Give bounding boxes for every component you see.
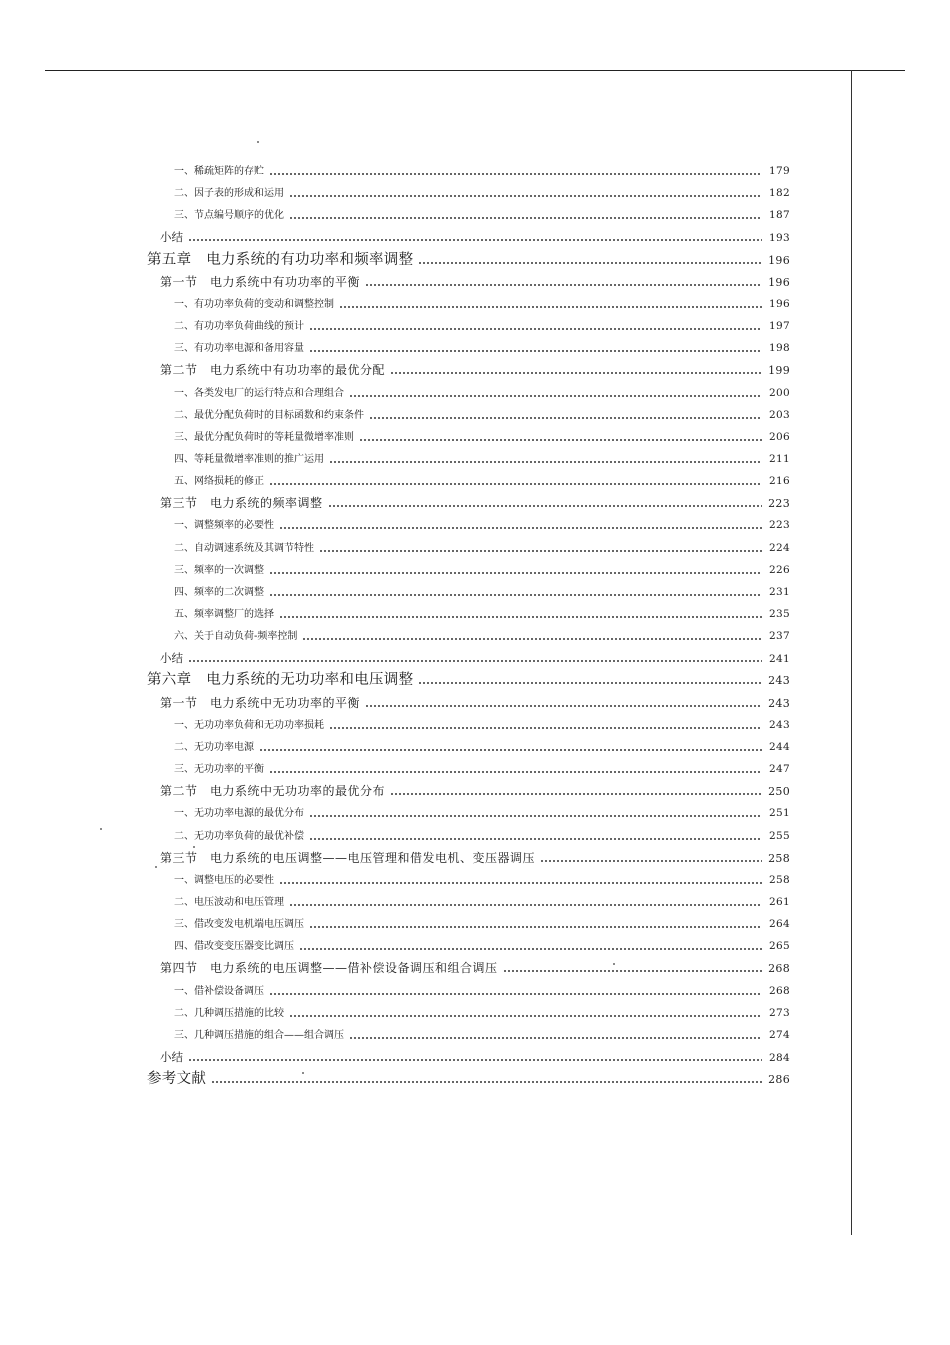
dot-leader — [365, 284, 762, 286]
toc-entry-title: 一、无功功率电源的最优分布 — [174, 808, 304, 819]
toc-section-entry — [160, 957, 790, 979]
dot-leader — [349, 1037, 762, 1039]
toc-page-number: 216 — [769, 475, 790, 487]
toc-entry-title: 第一节 电力系统中有功功率的平衡 — [160, 275, 361, 289]
toc-page-number: 268 — [769, 985, 790, 997]
toc-entry-title: 三、几种调压措施的组合——组合调压 — [174, 1030, 344, 1041]
toc-page-number: 199 — [768, 364, 790, 377]
toc-entry-title: 四、借改变变压器变比调压 — [174, 941, 294, 952]
toc-item-entry — [174, 382, 790, 404]
dot-leader — [418, 682, 762, 684]
toc-entry-title: 小结 — [160, 230, 183, 244]
toc-item-entry — [174, 935, 790, 957]
toc-page-number: 247 — [769, 763, 790, 775]
toc-item-entry — [174, 736, 790, 758]
toc-entry-title: 一、借补偿设备调压 — [174, 986, 264, 997]
toc-page-number: 265 — [769, 940, 790, 952]
toc-chapter-entry — [147, 249, 790, 271]
toc-item-entry — [174, 802, 790, 824]
dot-leader — [188, 660, 762, 662]
toc-item-entry — [174, 980, 790, 1002]
toc-item-entry — [174, 293, 790, 315]
dot-leader — [289, 904, 762, 906]
toc-entry-title: 三、借改变发电机端电压调压 — [174, 919, 304, 930]
dot-leader — [269, 173, 762, 175]
toc-entry-title: 三、有功功率电源和备用容量 — [174, 343, 304, 354]
toc-entry-title: 第二节 电力系统中有功功率的最优分配 — [160, 363, 386, 377]
dot-leader — [309, 350, 762, 352]
toc-page-number: 243 — [768, 674, 790, 687]
toc-page-number: 284 — [769, 1052, 790, 1064]
toc-item-entry — [174, 559, 790, 581]
toc-item-entry — [174, 537, 790, 559]
toc-item-entry — [174, 160, 790, 182]
toc-page-number: 231 — [769, 586, 790, 598]
toc-page-number: 244 — [769, 741, 790, 753]
toc-entry-title: 一、稀疏矩阵的存贮 — [174, 166, 264, 177]
toc-page-number: 197 — [769, 320, 790, 332]
toc-entry-title: 二、电压波动和电压管理 — [174, 897, 284, 908]
toc-item-entry — [174, 625, 790, 647]
dot-leader — [309, 838, 762, 840]
toc-entry-title: 五、网络损耗的修正 — [174, 476, 264, 487]
dot-leader — [309, 328, 762, 330]
toc-entry-title: 第二节 电力系统中无功功率的最优分布 — [160, 784, 386, 798]
toc-entry-title: 二、自动调速系统及其调节特性 — [174, 543, 314, 554]
toc-page-number: 224 — [769, 542, 790, 554]
toc-summary-entry — [160, 226, 790, 248]
toc-section-entry — [160, 492, 790, 514]
toc-item-entry — [174, 448, 790, 470]
toc-section-entry — [160, 780, 790, 802]
toc-page-number: 258 — [768, 852, 790, 865]
toc-entry-title: 三、频率的一次调整 — [174, 565, 264, 576]
toc-entry-title: 三、最优分配负荷时的等耗量微增率准则 — [174, 432, 354, 443]
toc-page-number: 243 — [769, 719, 790, 731]
dot-leader — [503, 970, 762, 972]
toc-item-entry — [174, 514, 790, 536]
toc-entry-title: 小结 — [160, 651, 183, 665]
dot-leader — [289, 195, 762, 197]
dot-leader — [309, 926, 762, 928]
toc-page-number: 187 — [769, 209, 790, 221]
toc-entry-title: 五、频率调整厂的选择 — [174, 609, 274, 620]
toc-item-entry — [174, 1024, 790, 1046]
toc-entry-title: 二、几种调压措施的比较 — [174, 1008, 284, 1019]
toc-page-number: 196 — [768, 276, 790, 289]
toc-entry-title: 一、有功功率负荷的变动和调整控制 — [174, 299, 334, 310]
toc-item-entry — [174, 913, 790, 935]
scan-speck — [100, 828, 102, 830]
toc-entry-title: 参考文献 — [147, 1071, 207, 1087]
toc-item-entry — [174, 891, 790, 913]
toc-section-entry — [160, 847, 790, 869]
toc-page-number: 196 — [768, 254, 790, 267]
dot-leader — [269, 771, 762, 773]
dot-leader — [302, 638, 762, 640]
scan-speck — [257, 141, 259, 143]
dot-leader — [188, 239, 762, 241]
toc-entry-title: 六、关于自动负荷-频率控制 — [174, 631, 298, 642]
toc-item-entry — [174, 714, 790, 736]
toc-chapter-entry — [147, 669, 790, 691]
toc-page-number: 264 — [769, 918, 790, 930]
dot-leader — [269, 594, 762, 596]
toc-page-number: 182 — [769, 187, 790, 199]
dot-leader — [211, 1081, 762, 1083]
toc-page-number: 196 — [769, 298, 790, 310]
toc-section-entry — [160, 359, 790, 381]
toc-item-entry — [174, 470, 790, 492]
toc-item-entry — [174, 315, 790, 337]
toc-item-entry — [174, 758, 790, 780]
dot-leader — [365, 705, 762, 707]
scan-speck — [155, 866, 157, 868]
toc-entry-title: 第五章 电力系统的有功功率和频率调整 — [147, 252, 414, 268]
toc-entry-title: 一、无功功率负荷和无功功率损耗 — [174, 720, 324, 731]
toc-page-number: 241 — [769, 653, 790, 665]
toc-entry-title: 二、无功功率电源 — [174, 742, 254, 753]
dot-leader — [319, 550, 762, 552]
toc-page-number: 251 — [769, 807, 790, 819]
toc-item-entry — [174, 1002, 790, 1024]
toc-page-number: 200 — [769, 387, 790, 399]
toc-page-number: 268 — [768, 962, 790, 975]
toc-entry-title: 小结 — [160, 1050, 183, 1064]
dot-leader — [328, 505, 762, 507]
toc-summary-entry — [160, 1046, 790, 1068]
toc-entry-title: 一、各类发电厂的运行特点和合理组合 — [174, 388, 344, 399]
toc-entry-title: 第六章 电力系统的无功功率和电压调整 — [147, 672, 414, 688]
toc-page-number: 198 — [769, 342, 790, 354]
toc-page-number: 255 — [769, 830, 790, 842]
right-margin-rule — [851, 70, 852, 1235]
toc-item-entry — [174, 182, 790, 204]
toc-page-number: 206 — [769, 431, 790, 443]
toc-chapter-entry — [147, 1068, 790, 1090]
toc-item-entry — [174, 581, 790, 603]
toc-item-entry — [174, 869, 790, 891]
toc-item-entry — [174, 426, 790, 448]
toc-section-entry — [160, 271, 790, 293]
toc-section-entry — [160, 692, 790, 714]
toc-item-entry — [174, 404, 790, 426]
top-rule — [45, 70, 905, 71]
toc-entry-title: 二、最优分配负荷时的目标函数和约束条件 — [174, 410, 364, 421]
dot-leader — [188, 1059, 762, 1061]
toc-page-number: 235 — [769, 608, 790, 620]
toc-entry-title: 一、调整频率的必要性 — [174, 520, 274, 531]
dot-leader — [540, 860, 762, 862]
toc-entry-title: 三、节点编号顺序的优化 — [174, 210, 284, 221]
dot-leader — [299, 948, 762, 950]
dot-leader — [269, 483, 762, 485]
toc-page-number: 274 — [769, 1029, 790, 1041]
toc-page-number: 193 — [769, 232, 790, 244]
toc-page-number: 258 — [769, 874, 790, 886]
toc-item-entry — [174, 825, 790, 847]
dot-leader — [269, 572, 762, 574]
dot-leader — [309, 815, 762, 817]
dot-leader — [369, 417, 762, 419]
toc-page-number: 203 — [769, 409, 790, 421]
toc-entry-title: 第三节 电力系统的频率调整 — [160, 496, 323, 510]
dot-leader — [279, 527, 762, 529]
toc-entry-title: 第一节 电力系统中无功功率的平衡 — [160, 696, 361, 710]
toc-item-entry — [174, 337, 790, 359]
toc-page-number: 286 — [768, 1073, 790, 1086]
toc-entry-title: 第四节 电力系统的电压调整——借补偿设备调压和组合调压 — [160, 961, 498, 975]
dot-leader — [289, 217, 762, 219]
toc-entry-title: 三、无功功率的平衡 — [174, 764, 264, 775]
toc-entry-title: 二、有功功率负荷曲线的预计 — [174, 321, 304, 332]
toc-page-number: 211 — [769, 453, 790, 465]
dot-leader — [349, 395, 762, 397]
dot-leader — [269, 993, 762, 995]
dot-leader — [329, 727, 762, 729]
dot-leader — [359, 439, 762, 441]
toc-item-entry — [174, 603, 790, 625]
dot-leader — [390, 793, 762, 795]
toc-page-number: 237 — [769, 630, 790, 642]
toc-page-number: 273 — [769, 1007, 790, 1019]
dot-leader — [279, 882, 762, 884]
dot-leader — [418, 262, 762, 264]
dot-leader — [329, 461, 762, 463]
toc-page-number: 226 — [769, 564, 790, 576]
toc-entry-title: 二、因子表的形成和运用 — [174, 188, 284, 199]
toc-page-number: 243 — [768, 697, 790, 710]
dot-leader — [339, 306, 762, 308]
dot-leader — [259, 749, 762, 751]
dot-leader — [279, 616, 762, 618]
toc-entry-title: 四、等耗量微增率准则的推广运用 — [174, 454, 324, 465]
dot-leader — [390, 372, 762, 374]
toc-page-number: 179 — [769, 165, 790, 177]
dot-leader — [289, 1015, 762, 1017]
toc-summary-entry — [160, 647, 790, 669]
toc-entry-title: 第三节 电力系统的电压调整——电压管理和借发电机、变压器调压 — [160, 851, 536, 865]
toc-entry-title: 二、无功功率负荷的最优补偿 — [174, 831, 304, 842]
toc-entry-title: 四、频率的二次调整 — [174, 587, 264, 598]
toc-entry-title: 一、调整电压的必要性 — [174, 875, 274, 886]
toc-item-entry — [174, 204, 790, 226]
toc-page-number: 250 — [768, 785, 790, 798]
toc-page-number: 223 — [768, 497, 790, 510]
toc-page-number: 223 — [769, 519, 790, 531]
toc-page-number: 261 — [769, 896, 790, 908]
